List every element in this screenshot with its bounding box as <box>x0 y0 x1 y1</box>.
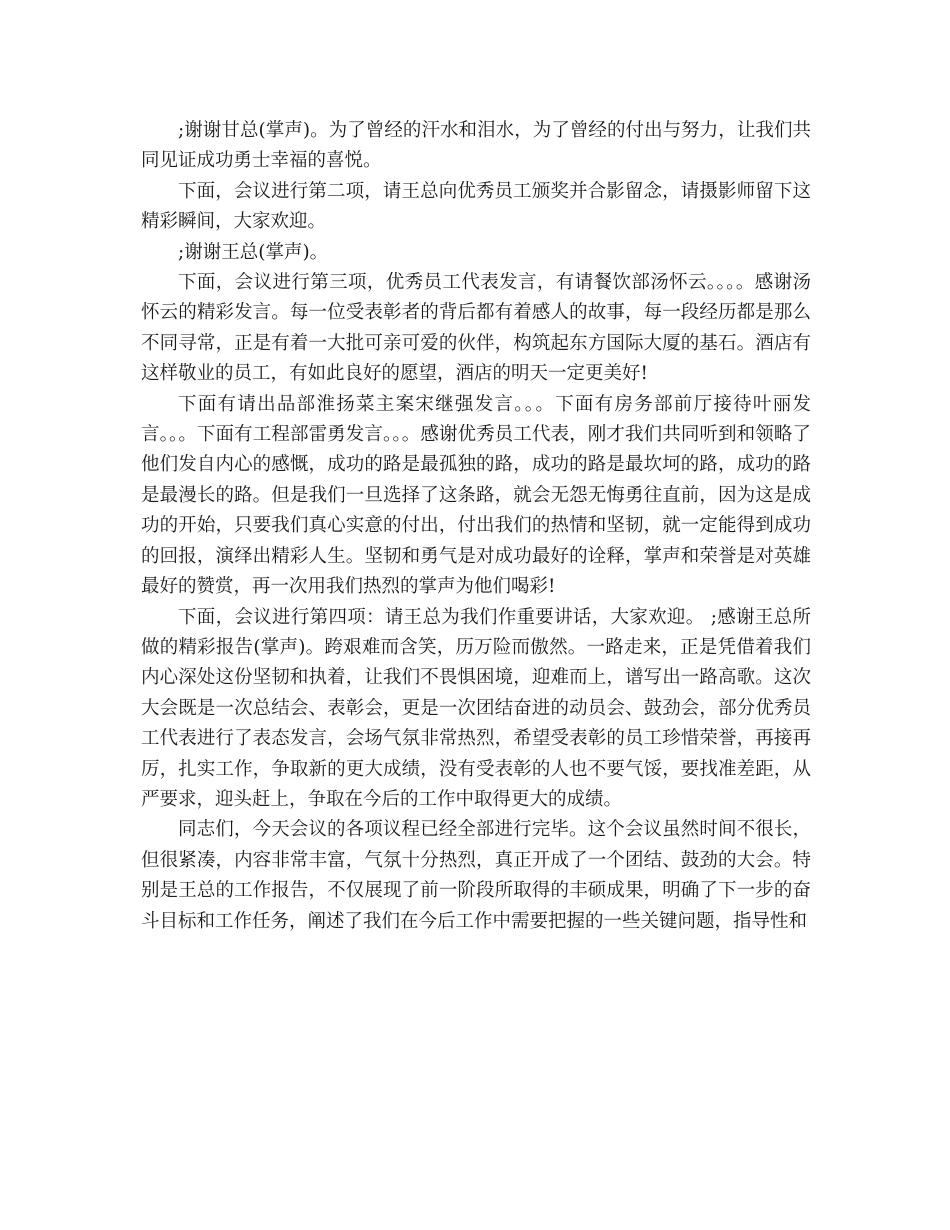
paragraph-3: ;谢谢王总(掌声)。 <box>178 241 329 263</box>
paragraph-1: ;谢谢甘总(掌声)。为了曾经的汗水和泪水，为了曾经的付出与努力，让我们共同见证成功勇士幸福的喜悦。 <box>141 120 811 172</box>
paragraph-5: 下面有请出品部淮扬菜主案宋继强发言。。。下面有房务部前厅接待叶丽发言。。。下面有工程部雷勇发言。。。感谢优秀员工代表，刚才我们共同听到和领略了他们发自内心的感慨，成功的路是最孤独的路，成功的路是最坎坷的路，成功的路是最漫长的路。但是我们一旦选择了这条路，就会无怨无悔勇往直前，因为这是成功的开始，只要我们真心实意的付出，付出我们的热情和坚韧，就一定能得到成功的回报，演绎出精彩人生。坚韧和勇气是对成功最好的诠释，掌声和荣誉是对英雄最好的赞赏，再一次用我们热烈的掌声为他们喝彩! <box>141 393 811 598</box>
paragraph-6: 下面，会议进行第四项：请王总为我们作重要讲话，大家欢迎。 ;感谢王总所做的精彩报告(掌声)。跨艰难而含笑，历万险而傲然。一路走来，正是凭借着我们内心深处这份坚韧和执着，让我们不畏惧困境，迎难而上，谱写出一路高歌。这次大会既是一次总结会、表彰会，更是一次团结奋进的动员会、鼓劲会，部分优秀员工代表进行了表态发言，会场气氛非常热烈，希望受表彰的员工珍惜荣誉，再接再厉，扎实工作，争取新的更大成绩，没有受表彰的人也不要气馁，要找准差距，从严要求，迎头赶上，争取在今后的工作中取得更大的成绩。 <box>141 606 811 810</box>
paragraph-2: 下面，会议进行第二项，请王总向优秀员工颁奖并合影留念，请摄影师留下这精彩瞬间，大家欢迎。 <box>141 180 811 233</box>
paragraph-7: 同志们，今天会议的各项议程已经全部进行完毕。这个会议虽然时间不很长，但很紧凑，内容非常丰富，气氛十分热烈，真正开成了一个团结、鼓劲的大会。特别是王总的工作报告，不仅展现了前一阶段所取得的丰硕成果，明确了下一步的奋斗目标和工作任务，阐述了我们在今后工作中需要把握的一些关键问题，指导性和 <box>141 819 811 932</box>
document-page <box>141 116 811 937</box>
paragraph-4: 下面，会议进行第三项，优秀员工代表发言，有请餐饮部汤怀云。。。。感谢汤怀云的精彩发言。每一位受表彰者的背后都有着感人的故事，每一段经历都是那么不同寻常，正是有着一大批可亲可爱的伙伴，构筑起东方国际大厦的基石。酒店有这样敬业的员工，有如此良好的愿望，酒店的明天一定更美好! <box>141 272 811 385</box>
